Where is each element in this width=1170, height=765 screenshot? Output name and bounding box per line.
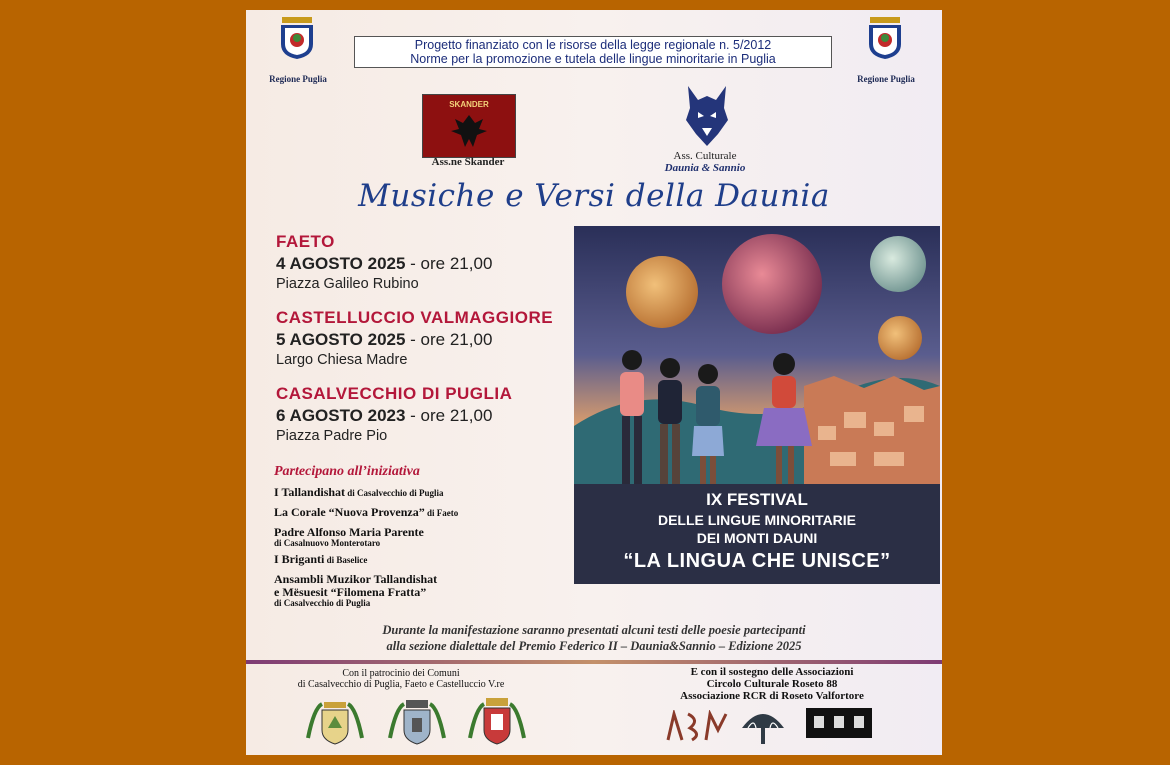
project-funding-box: [354, 36, 832, 68]
event-date: 4 AGOSTO 2025: [276, 254, 406, 273]
faeto-crest: [304, 698, 366, 751]
event-date-line: [276, 330, 576, 350]
event-date: 5 AGOSTO 2025: [276, 330, 406, 349]
participant-detail: di Baselice: [324, 555, 368, 565]
region-label-right: Regione Puglia: [857, 74, 915, 84]
albanian-eagle-icon: [423, 109, 515, 153]
crest-icon: [866, 16, 904, 60]
participant-detail: di Casalvecchio di Puglia: [345, 488, 444, 498]
planet-small-icon: [878, 316, 922, 360]
participant-item: [274, 526, 564, 547]
event-place: Piazza Galileo Rubino: [276, 276, 419, 292]
daunia-caption-line1: Ass. Culturale: [673, 150, 737, 162]
participant-detail: di Faeto: [424, 508, 459, 518]
festival-line-2: DELLE LINGUE MINORITARIE: [657, 512, 857, 528]
daunia-sannio-logo: [682, 82, 732, 153]
event-date-line: [276, 254, 576, 274]
event-time: - ore 21,00: [405, 254, 493, 273]
skander-logo-text: SKANDER: [449, 100, 489, 109]
participants-list: [274, 486, 564, 608]
support-text: [634, 666, 910, 702]
participant-name: La Corale “Nuova Provenza”: [274, 505, 425, 519]
event-castelluccio: [276, 308, 576, 368]
casalvecchio-crest: [466, 696, 528, 751]
rcr-roseto-logo: [740, 706, 786, 746]
announcement: [246, 622, 942, 654]
project-line-2: Norme per la promozione e tutela delle lingue minoritarie in Puglia: [410, 52, 776, 66]
third-association-logo: [806, 708, 872, 738]
castelluccio-crest: [386, 698, 448, 751]
event-time: - ore 21,00: [405, 330, 493, 349]
wolf-head-icon: [682, 82, 732, 148]
participant-name: I Briganti: [274, 552, 325, 566]
event-place: Piazza Padre Pio: [276, 428, 388, 444]
region-label-left: Regione Puglia: [269, 74, 327, 84]
skander-caption: Ass.ne Skander: [431, 156, 505, 168]
participant-name-2: e Mësuesit “Filomena Fratta”: [274, 585, 427, 599]
municipal-crest-icon: [466, 696, 528, 746]
municipal-crest-icon: [304, 698, 366, 746]
planet-red-icon: [722, 234, 822, 334]
regione-puglia-crest-left: [278, 16, 316, 65]
planets-people-illustration: [574, 226, 940, 484]
participant-item: [274, 486, 564, 500]
event-date-line: [276, 406, 576, 426]
project-line-1: Progetto finanziato con le risorse della legge regionale n. 5/2012: [414, 38, 772, 52]
event-place: Largo Chiesa Madre: [276, 352, 408, 368]
planet-pale-icon: [870, 236, 926, 292]
crest-icon: [278, 16, 316, 60]
poster-title: Musiche e Versi della Daunia: [358, 178, 830, 214]
participant-item: [274, 553, 564, 567]
skander-logo: [422, 94, 516, 158]
participant-detail: di Casalnuovo Monterotaro: [274, 538, 381, 548]
participant-item: [274, 506, 564, 520]
support-line-3: Associazione RCR di Roseto Valfortore: [680, 690, 864, 702]
event-faeto: [276, 232, 576, 292]
festival-line-1: IX FESTIVAL: [706, 490, 808, 509]
event-town: CASALVECCHIO DI PUGLIA: [276, 384, 513, 403]
support-line-2: Circolo Culturale Roseto 88: [706, 678, 838, 690]
association-logo-icon: [806, 708, 872, 738]
event-casalvecchio: [276, 384, 576, 444]
participants-heading: Partecipano all’iniziativa: [274, 464, 420, 479]
announcement-line-1: Durante la manifestazione saranno presentati alcuni testi delle poesie partecipanti: [382, 623, 806, 637]
festival-banner: [574, 484, 940, 584]
patronage-line-1: Con il patrocinio dei Comuni: [342, 668, 460, 679]
participant-name: Ansambli Muzikor Tallandishat: [274, 572, 438, 586]
event-time: - ore 21,00: [405, 406, 493, 425]
regione-puglia-crest-right: [866, 16, 904, 65]
municipal-crest-icon: [386, 698, 448, 746]
patronage-line-2: di Casalvecchio di Puglia, Faeto e Castelluccio V.re: [297, 679, 505, 690]
festival-slogan: “LA LINGUA CHE UNISCE”: [623, 550, 891, 572]
event-town: FAETO: [276, 232, 335, 251]
support-line-1: E con il sostegno delle Associazioni: [690, 666, 854, 678]
daunia-sannio-caption: [646, 150, 764, 174]
umbrella-tree-icon: [740, 706, 786, 746]
participant-name: I Tallandishat: [274, 485, 346, 499]
planet-orange-icon: [626, 256, 698, 328]
participant-name: Padre Alfonso Maria Parente: [274, 525, 424, 539]
event-date: 6 AGOSTO 2023: [276, 406, 406, 425]
footer-divider: [246, 660, 942, 664]
participant-item: [274, 573, 564, 608]
event-poster: [246, 10, 942, 755]
event-town: CASTELLUCCIO VALMAGGIORE: [276, 308, 554, 327]
daunia-caption-line2: Daunia & Sannio: [664, 162, 746, 174]
association-logo-icon: [664, 710, 730, 744]
festival-line-3: DEI MONTI DAUNI: [696, 530, 818, 546]
roseto88-logo: [664, 710, 730, 744]
announcement-line-2: alla sezione dialettale del Premio Federico II – Daunia&Sannio – Edizione 2025: [386, 639, 802, 653]
patronage-text: [286, 668, 516, 690]
participant-detail: di Casalvecchio di Puglia: [274, 598, 371, 608]
